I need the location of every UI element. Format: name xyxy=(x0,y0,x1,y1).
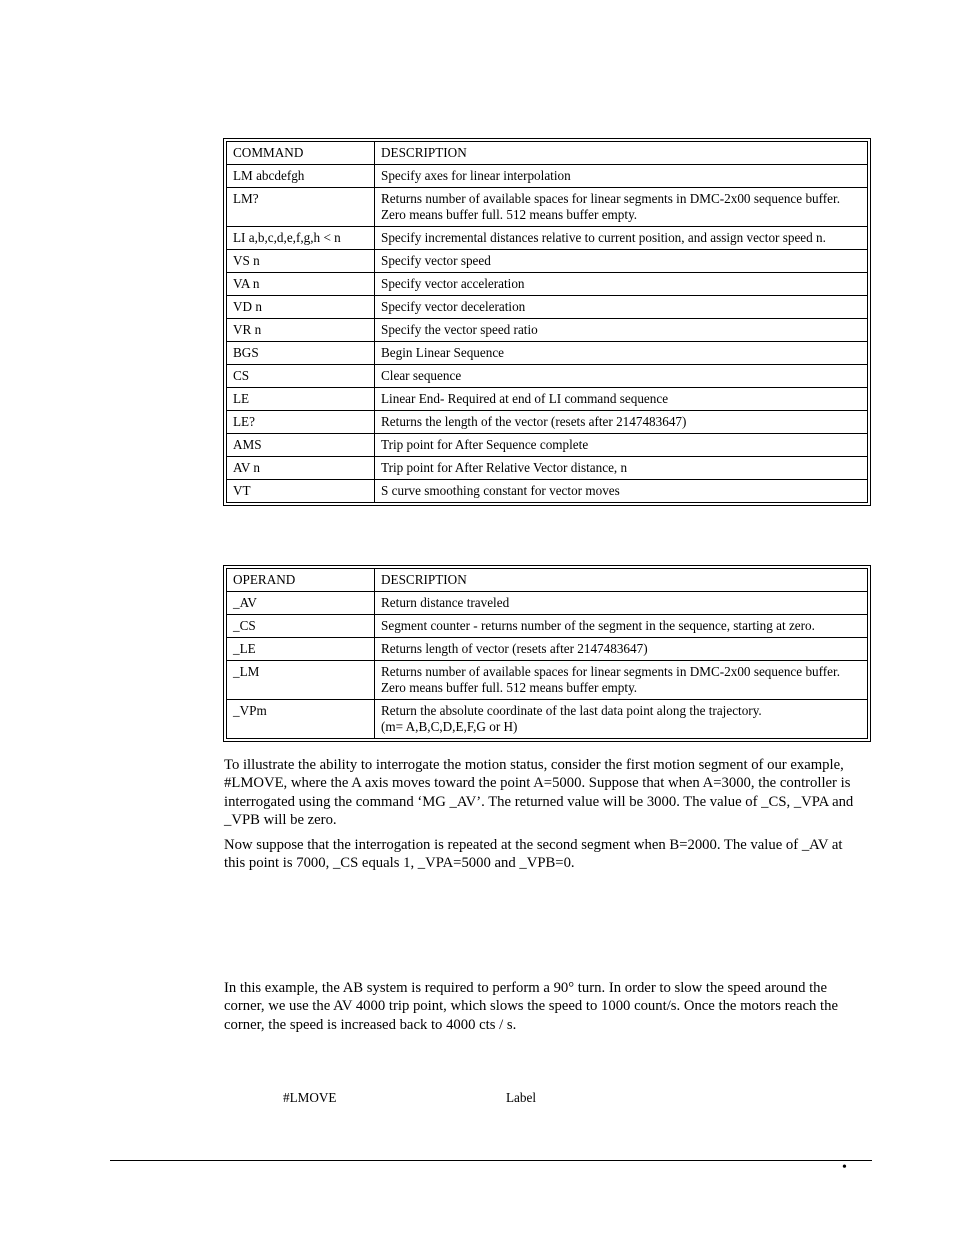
command-description-cell: S curve smoothing constant for vector moves xyxy=(375,480,868,503)
command-row xyxy=(227,411,868,434)
command-row xyxy=(227,480,868,503)
operand-name-cell: _AV xyxy=(227,592,375,615)
command-description-cell: Specify axes for linear interpolation xyxy=(375,165,868,188)
command-row xyxy=(227,457,868,480)
code-command: #LMOVE xyxy=(283,1090,337,1105)
operand-name-cell: _VPm xyxy=(227,700,375,739)
command-name-cell: VR n xyxy=(227,319,375,342)
operand-name-cell: _LM xyxy=(227,661,375,700)
command-header-row xyxy=(227,142,868,165)
operand-row xyxy=(227,592,868,615)
operand-header-row xyxy=(227,569,868,592)
command-name-cell: BGS xyxy=(227,342,375,365)
command-header-cell: COMMAND xyxy=(227,142,375,165)
command-name-cell: VD n xyxy=(227,296,375,319)
command-name-cell: VA n xyxy=(227,273,375,296)
operand-name-cell: _CS xyxy=(227,615,375,638)
command-name-cell: AMS xyxy=(227,434,375,457)
command-row xyxy=(227,342,868,365)
command-description-cell: Specify vector acceleration xyxy=(375,273,868,296)
command-description-cell: Specify vector speed xyxy=(375,250,868,273)
command-row xyxy=(227,273,868,296)
command-name-cell: LE xyxy=(227,388,375,411)
operand-description-cell: Segment counter - returns number of the segment in the sequence, starting at zero. xyxy=(375,615,868,638)
operand-row xyxy=(227,615,868,638)
command-name-cell: CS xyxy=(227,365,375,388)
command-row xyxy=(227,188,868,227)
command-description-cell: Specify the vector speed ratio xyxy=(375,319,868,342)
operand-description-cell: Return distance traveled xyxy=(375,592,868,615)
command-name-cell: LI a,b,c,d,e,f,g,h < n xyxy=(227,227,375,250)
command-description-cell: Trip point for After Relative Vector distance, n xyxy=(375,457,868,480)
operand-table xyxy=(223,565,871,742)
command-row xyxy=(227,227,868,250)
command-description-cell: Linear End- Required at end of LI command sequence xyxy=(375,388,868,411)
command-description-cell: Specify incremental distances relative to current position, and assign vector speed n. xyxy=(375,227,868,250)
paragraph-interrogation-example: To illustrate the ability to interrogate the motion status, consider the first motion segment of our example, #LMOVE, where the A axis moves toward the point A=5000. Suppose that when A=3000, the controller is interrogated using the command ‘MG _AV’. The returned value will be 3000. The value of _CS, _VPA and _VPB will be zero. xyxy=(224,757,854,828)
command-row xyxy=(227,165,868,188)
command-name-cell: VT xyxy=(227,480,375,503)
command-row xyxy=(227,319,868,342)
footer-bullet: • xyxy=(842,1160,847,1175)
command-row xyxy=(227,434,868,457)
command-description-cell: Begin Linear Sequence xyxy=(375,342,868,365)
paragraph-second-segment: Now suppose that the interrogation is repeated at the second segment when B=2000. The value of _AV at this point is 7000, _CS equals 1, _VPA=5000 and _VPB=0. xyxy=(224,837,843,872)
operand-description-cell: Returns number of available spaces for linear segments in DMC-2x00 sequence buffer. Zero means buffer full. 512 means buffer empty. xyxy=(375,661,868,700)
command-name-cell: LM? xyxy=(227,188,375,227)
footer-rule xyxy=(110,1160,872,1161)
command-description-cell: Returns number of available spaces for linear segments in DMC-2x00 sequence buffer. Zero means buffer full. 512 means buffer empty. xyxy=(375,188,868,227)
command-name-cell: LE? xyxy=(227,411,375,434)
paragraph-corner-example: In this example, the AB system is required to perform a 90° turn. In order to slow the speed around the corner, we use the AV 4000 trip point, which slows the speed to 1000 count/s. Once the motors reach the corner, the speed is increased back to 4000 cts / s. xyxy=(224,980,838,1033)
operand-description-cell: Returns length of vector (resets after 2147483647) xyxy=(375,638,868,661)
operand-row xyxy=(227,700,868,739)
command-description-cell: Trip point for After Sequence complete xyxy=(375,434,868,457)
operand-description-cell: Return the absolute coordinate of the last data point along the trajectory. (m= A,B,C,D,E,F,G or H) xyxy=(375,700,868,739)
command-header-cell: DESCRIPTION xyxy=(375,142,868,165)
command-description-cell: Returns the length of the vector (resets after 2147483647) xyxy=(375,411,868,434)
command-name-cell: VS n xyxy=(227,250,375,273)
command-name-cell: AV n xyxy=(227,457,375,480)
command-description-cell: Clear sequence xyxy=(375,365,868,388)
code-comment: Label xyxy=(506,1090,537,1105)
command-description-cell: Specify vector deceleration xyxy=(375,296,868,319)
command-row xyxy=(227,365,868,388)
operand-row xyxy=(227,661,868,700)
command-name-cell: LM abcdefgh xyxy=(227,165,375,188)
operand-header-cell: OPERAND xyxy=(227,569,375,592)
command-table xyxy=(223,138,871,506)
operand-name-cell: _LE xyxy=(227,638,375,661)
operand-row xyxy=(227,638,868,661)
command-row xyxy=(227,250,868,273)
operand-header-cell: DESCRIPTION xyxy=(375,569,868,592)
command-row xyxy=(227,388,868,411)
command-row xyxy=(227,296,868,319)
